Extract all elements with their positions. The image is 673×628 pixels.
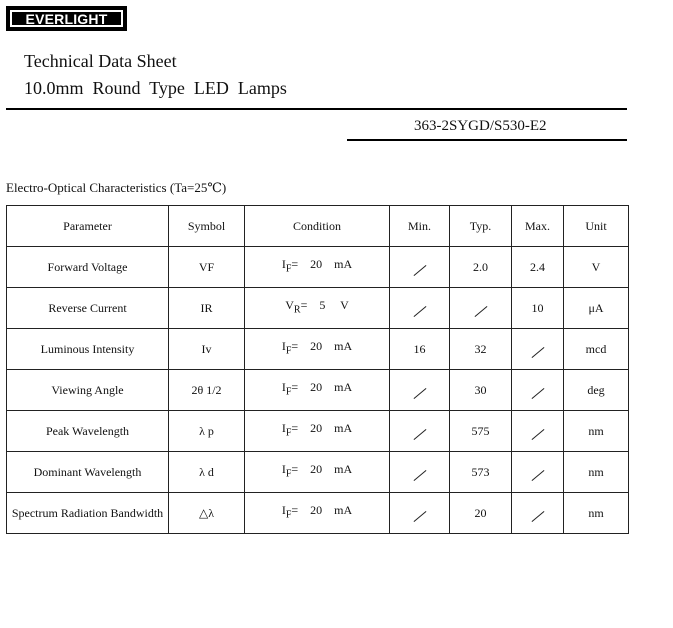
everlight-logo	[6, 6, 127, 31]
cell-min	[390, 370, 450, 411]
condition-symbol: I	[281, 257, 286, 272]
condition-subscript: F	[285, 427, 292, 439]
cell-min	[390, 288, 450, 329]
cell-symbol: VF	[169, 247, 245, 288]
cell-symbol: λ d	[169, 452, 245, 493]
condition-symbol: I	[281, 339, 286, 354]
not-applicable-mark	[413, 306, 426, 317]
header-max: Max.	[512, 206, 564, 247]
not-applicable-mark	[413, 429, 426, 440]
not-applicable-mark	[531, 470, 544, 481]
cell-max	[512, 370, 564, 411]
header-condition: Condition	[245, 206, 390, 247]
condition-subscript: F	[285, 468, 292, 480]
condition-value: = 20 mA	[291, 257, 353, 272]
cell-min	[390, 411, 450, 452]
table-row	[7, 329, 629, 370]
table-row	[7, 288, 629, 329]
table-row	[7, 370, 629, 411]
table-row	[7, 493, 629, 534]
cell-min	[390, 493, 450, 534]
cell-symbol: λ p	[169, 411, 245, 452]
not-applicable-mark	[474, 306, 487, 317]
cell-max	[512, 493, 564, 534]
condition-symbol: V	[285, 298, 294, 313]
table-header-row	[7, 206, 629, 247]
cell-symbol: Iv	[169, 329, 245, 370]
condition-value: = 5 V	[300, 298, 349, 313]
cell-typ: 575	[450, 411, 512, 452]
cell-typ: 20	[450, 493, 512, 534]
header-typ: Typ.	[450, 206, 512, 247]
condition-subscript: F	[285, 345, 292, 357]
condition-subscript: F	[285, 509, 292, 521]
document-subtitle: 10.0mm Round Type LED Lamps	[24, 78, 287, 98]
cell-parameter: Spectrum Radiation Bandwidth	[7, 493, 169, 534]
cell-unit: nm	[564, 493, 629, 534]
header-min: Min.	[390, 206, 450, 247]
cell-parameter: Forward Voltage	[7, 247, 169, 288]
cell-unit: nm	[564, 452, 629, 493]
not-applicable-mark	[531, 347, 544, 358]
cell-symbol: 2θ 1/2	[169, 370, 245, 411]
cell-unit: deg	[564, 370, 629, 411]
cell-unit: V	[564, 247, 629, 288]
condition-symbol: I	[281, 421, 286, 436]
cell-parameter: Peak Wavelength	[7, 411, 169, 452]
header-parameter: Parameter	[7, 206, 169, 247]
header-symbol: Symbol	[169, 206, 245, 247]
cell-min: 16	[390, 329, 450, 370]
cell-parameter: Viewing Angle	[7, 370, 169, 411]
not-applicable-mark	[531, 511, 544, 522]
table-row	[7, 411, 629, 452]
condition-value: = 20 mA	[291, 462, 353, 477]
not-applicable-mark	[531, 388, 544, 399]
condition-symbol: I	[281, 462, 286, 477]
cell-min	[390, 452, 450, 493]
condition-symbol: I	[281, 380, 286, 395]
condition-subscript: F	[285, 263, 292, 275]
cell-parameter: Reverse Current	[7, 288, 169, 329]
table-row	[7, 247, 629, 288]
cell-condition	[245, 370, 390, 411]
cell-max	[512, 452, 564, 493]
not-applicable-mark	[413, 470, 426, 481]
cell-min	[390, 247, 450, 288]
condition-value: = 20 mA	[291, 380, 353, 395]
table-row	[7, 452, 629, 493]
cell-max	[512, 329, 564, 370]
not-applicable-mark	[531, 429, 544, 440]
part-number: 363-2SYGD/S530-E2	[414, 118, 547, 134]
part-number-underline	[347, 139, 627, 141]
document-title: Technical Data Sheet	[24, 51, 177, 71]
cell-typ	[450, 288, 512, 329]
condition-value: = 20 mA	[291, 503, 353, 518]
characteristics-table	[6, 205, 629, 534]
condition-symbol: I	[281, 503, 286, 518]
cell-parameter: Dominant Wavelength	[7, 452, 169, 493]
cell-condition	[245, 493, 390, 534]
not-applicable-mark	[413, 511, 426, 522]
cell-unit: mcd	[564, 329, 629, 370]
cell-parameter: Luminous Intensity	[7, 329, 169, 370]
condition-value: = 20 mA	[291, 339, 353, 354]
cell-typ: 573	[450, 452, 512, 493]
cell-typ: 2.0	[450, 247, 512, 288]
condition-value: = 20 mA	[291, 421, 353, 436]
cell-typ: 30	[450, 370, 512, 411]
cell-condition	[245, 411, 390, 452]
cell-symbol: IR	[169, 288, 245, 329]
cell-unit: μA	[564, 288, 629, 329]
header-divider	[6, 108, 627, 110]
cell-condition	[245, 329, 390, 370]
cell-max: 2.4	[512, 247, 564, 288]
not-applicable-mark	[413, 388, 426, 399]
cell-max	[512, 411, 564, 452]
cell-condition	[245, 288, 390, 329]
cell-unit: nm	[564, 411, 629, 452]
header-unit: Unit	[564, 206, 629, 247]
logo-text: EVERLIGHT	[10, 10, 123, 27]
condition-subscript: R	[293, 304, 301, 316]
section-title: Electro-Optical Characteristics (Ta=25℃)	[6, 180, 227, 195]
condition-subscript: F	[285, 386, 292, 398]
cell-typ: 32	[450, 329, 512, 370]
not-applicable-mark	[413, 265, 426, 276]
cell-condition	[245, 247, 390, 288]
cell-max: 10	[512, 288, 564, 329]
cell-condition	[245, 452, 390, 493]
cell-symbol: △λ	[169, 493, 245, 534]
